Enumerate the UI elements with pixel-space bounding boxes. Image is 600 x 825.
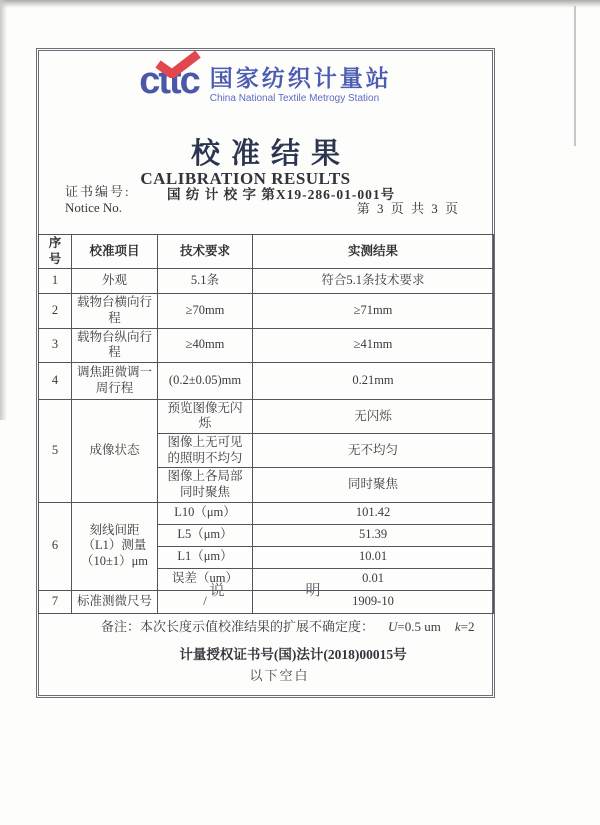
cell-no: 4 [39,362,72,399]
cell-item: 调焦距微调一周行程 [72,362,158,399]
cell-no: 3 [39,328,72,362]
cell-item: 载物台纵向行程 [72,328,158,362]
cell-item: 刻线间距（L1）测量（10±1）μm [72,502,158,590]
cell-req: L5（μm） [158,524,253,546]
cell-no: 6 [39,502,72,590]
certificate-number-label [65,184,131,216]
table-header-row [39,235,494,269]
blank-below-note: 以下空白 [249,668,310,683]
cell-req: 预览图像无闪烁 [158,399,253,433]
cell-result: ≥71mm [253,294,494,328]
cell-result: 10.01 [253,546,494,568]
cell-result: 无不均匀 [253,434,494,468]
scan-edge-line [574,6,576,146]
cell-item: 标准测微尺号 [72,590,158,613]
remark-label: 备注：本次长度示值校准结果的扩展不确定度： [101,619,375,634]
org-name-cn: 国家纺织计量站 [209,65,392,91]
cell-no: 2 [39,294,72,328]
cell-req: 图像上无可见的照明不均匀 [158,434,253,468]
cell-req: (0.2±0.05)mm [158,362,253,399]
header-logo [39,59,492,104]
cell-item: 外观 [72,269,158,294]
cell-item: 载物台横向行程 [72,294,158,328]
checkmark-icon [154,51,202,78]
uncertainty-k-value: k=2 [454,619,475,634]
cell-result: 1909-10 [253,590,494,613]
certificate-number-value: 国 纺 计 校 字 第X19-286-01-001号 [167,187,396,202]
calibration-table [38,234,494,614]
org-name-block [210,59,392,104]
cell-result: 无闪烁 [253,399,494,433]
table-row [39,294,494,328]
cell-req: 5.1条 [158,269,253,294]
col-header-req: 技术要求 [158,235,253,269]
cell-result: ≥41mm [253,328,494,362]
cell-req: ≥40mm [158,328,253,362]
col-header-item: 校准项目 [72,235,158,269]
scan-top-shadow [0,0,600,8]
cell-result: 符合5.1条技术要求 [253,269,494,294]
page-title-en: CALIBRATION RESULTS [140,169,351,188]
certificate-number-label-cn: 证书编号: [65,184,131,199]
cell-result: 同时聚焦 [253,468,494,502]
cell-req: ≥70mm [158,294,253,328]
cell-no: 7 [39,590,72,613]
col-header-result: 实测结果 [253,235,494,269]
cell-result: 51.39 [253,524,494,546]
certificate-frame [36,48,495,698]
cell-result: 101.42 [253,502,494,524]
cell-req: 图像上各局部同时聚焦 [158,468,253,502]
certificate-number-label-en: Notice No. [65,200,123,215]
table-row [39,269,494,294]
table-row [39,328,494,362]
explanation-title: 说 明 [209,583,322,599]
cttc-logo [139,59,199,103]
page-title-cn: 校准结果 [190,138,351,170]
cell-result: 0.01 [253,568,494,590]
scan-left-shadow [0,0,7,420]
cell-no: 1 [39,269,72,294]
table-row [39,502,494,524]
table-row [39,362,494,399]
uncertainty-u-value: U=0.5 um [388,619,441,634]
cell-req: L1（μm） [158,546,253,568]
cell-no: 5 [39,399,72,502]
cell-req: / [158,590,253,613]
cttc-logo-text: cttc [139,60,199,102]
table-row [39,399,494,433]
col-header-no: 序号 [39,235,72,269]
cell-result: 0.21mm [253,362,494,399]
org-name-en: China National Textile Metrogy Station [209,93,380,104]
cell-req: L10（μm） [158,502,253,524]
remark-line [101,616,474,635]
page-number: 第 3 页 共 3 页 [356,201,460,216]
authorization-number: 计量授权证书号(国)法计(2018)00015号 [179,647,407,662]
cell-req: 误差（um） [158,568,253,590]
cell-item: 成像状态 [72,399,158,502]
